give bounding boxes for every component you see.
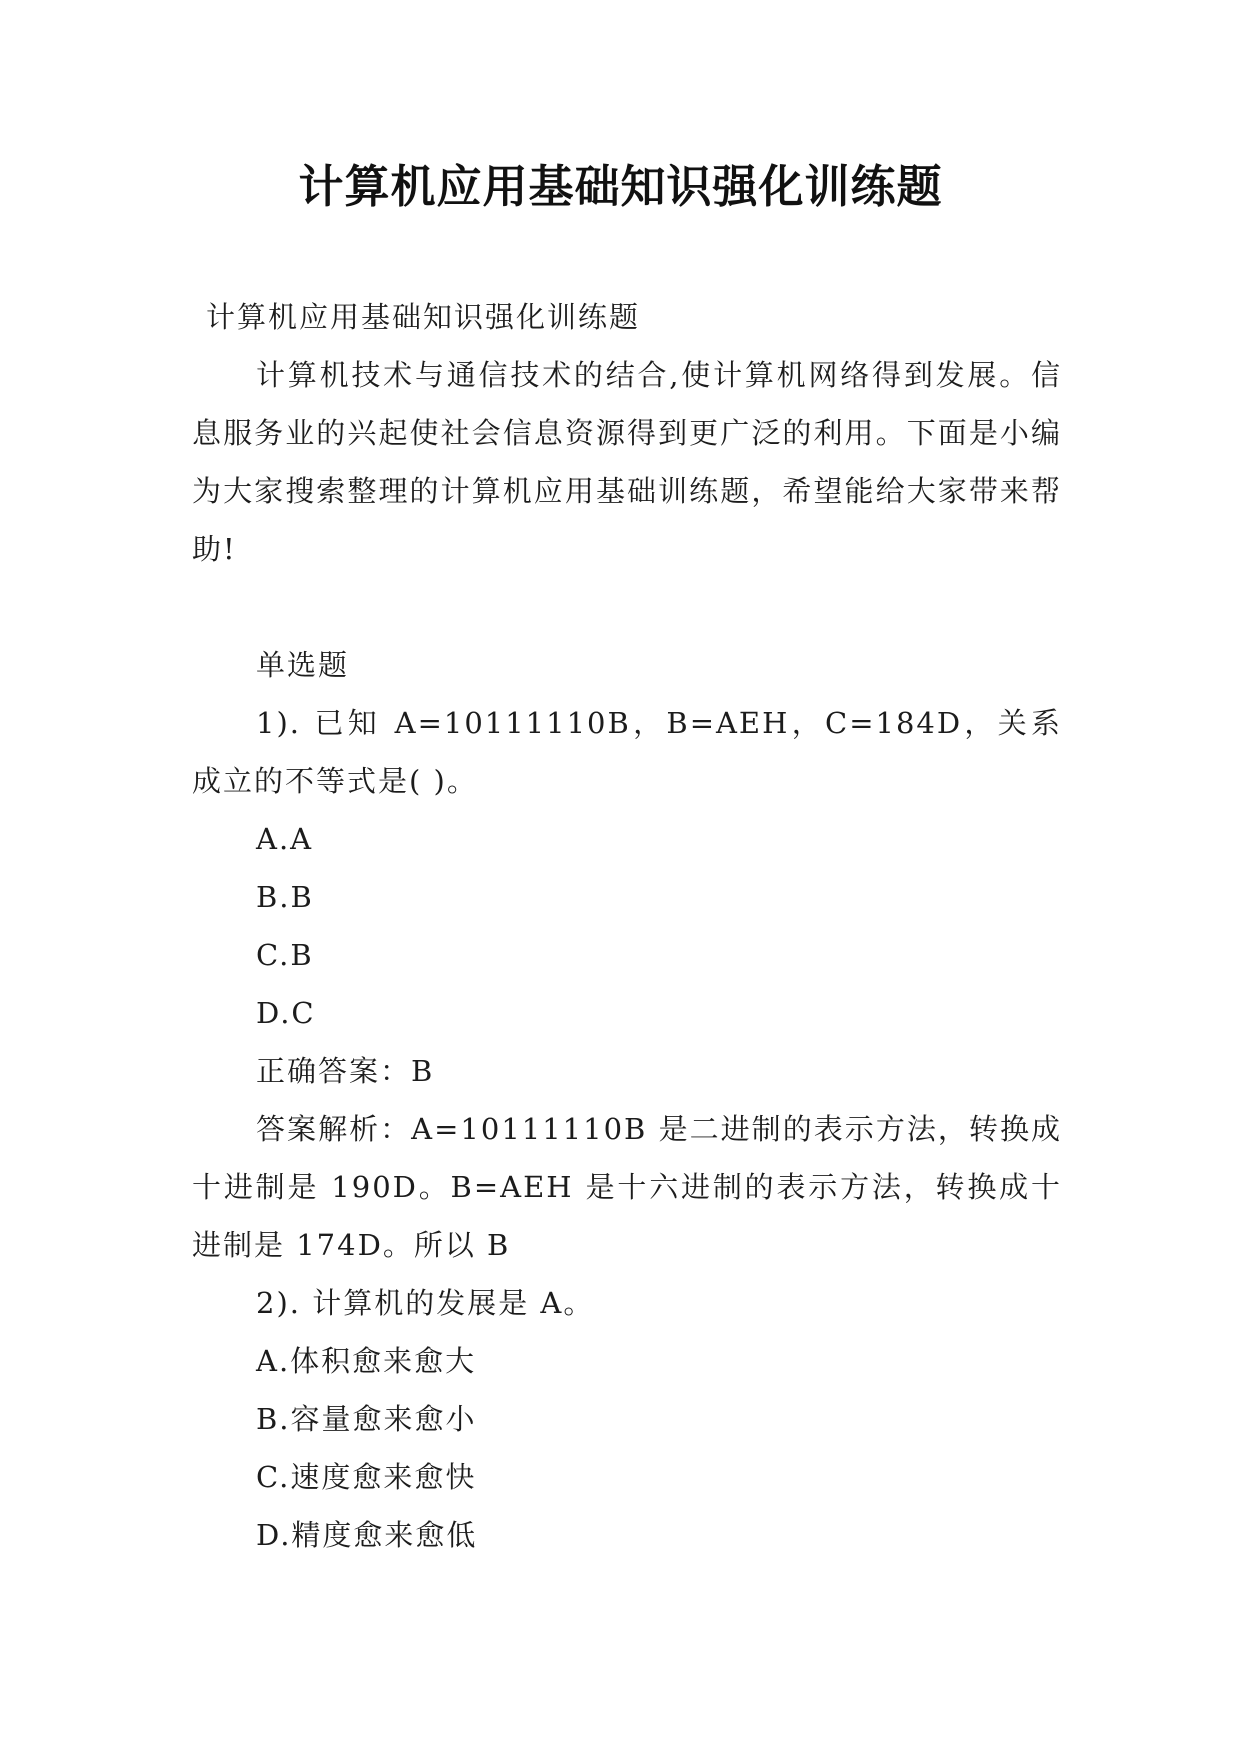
document-body (192, 288, 1062, 1564)
question-1-option-c: C.B (256, 938, 314, 972)
question-2-option-b: B.容量愈来愈小 (256, 1402, 477, 1436)
question-1-explanation: 答案解析：A=10111110B 是二进制的表示方法，转换成十进制是 190D。B=AEH 是十六进制的表示方法，转换成十进制是 174D。所以 B (192, 1112, 1062, 1262)
question-1-stem: 1). 已知 A=10111110B，B=AEH，C=184D，关系成立的不等式是( )。 (192, 706, 1062, 798)
question-2-option-c: C.速度愈来愈快 (256, 1460, 477, 1494)
question-2-option-a: A.体积愈来愈大 (256, 1344, 477, 1378)
section-heading: 单选题 (256, 648, 350, 682)
question-2-option-d: D.精度愈来愈低 (256, 1518, 478, 1552)
intro-paragraph: 计算机技术与通信技术的结合,使计算机网络得到发展。信息服务业的兴起使社会信息资源得到更广泛的利用。下面是小编为大家搜索整理的计算机应用基础训练题，希望能给大家带来帮助! (192, 358, 1062, 566)
question-1-answer: 正确答案：B (256, 1054, 435, 1088)
question-1-option-d: D.C (256, 996, 316, 1030)
question-1-option-b: B.B (256, 880, 314, 914)
question-2-stem: 2). 计算机的发展是 A。 (256, 1286, 595, 1320)
paragraph-spacer (192, 578, 1062, 636)
document-subtitle: 计算机应用基础知识强化训练题 (206, 300, 641, 334)
question-1-option-a: A.A (256, 822, 314, 856)
document-title: 计算机应用基础知识强化训练题 (298, 160, 943, 213)
